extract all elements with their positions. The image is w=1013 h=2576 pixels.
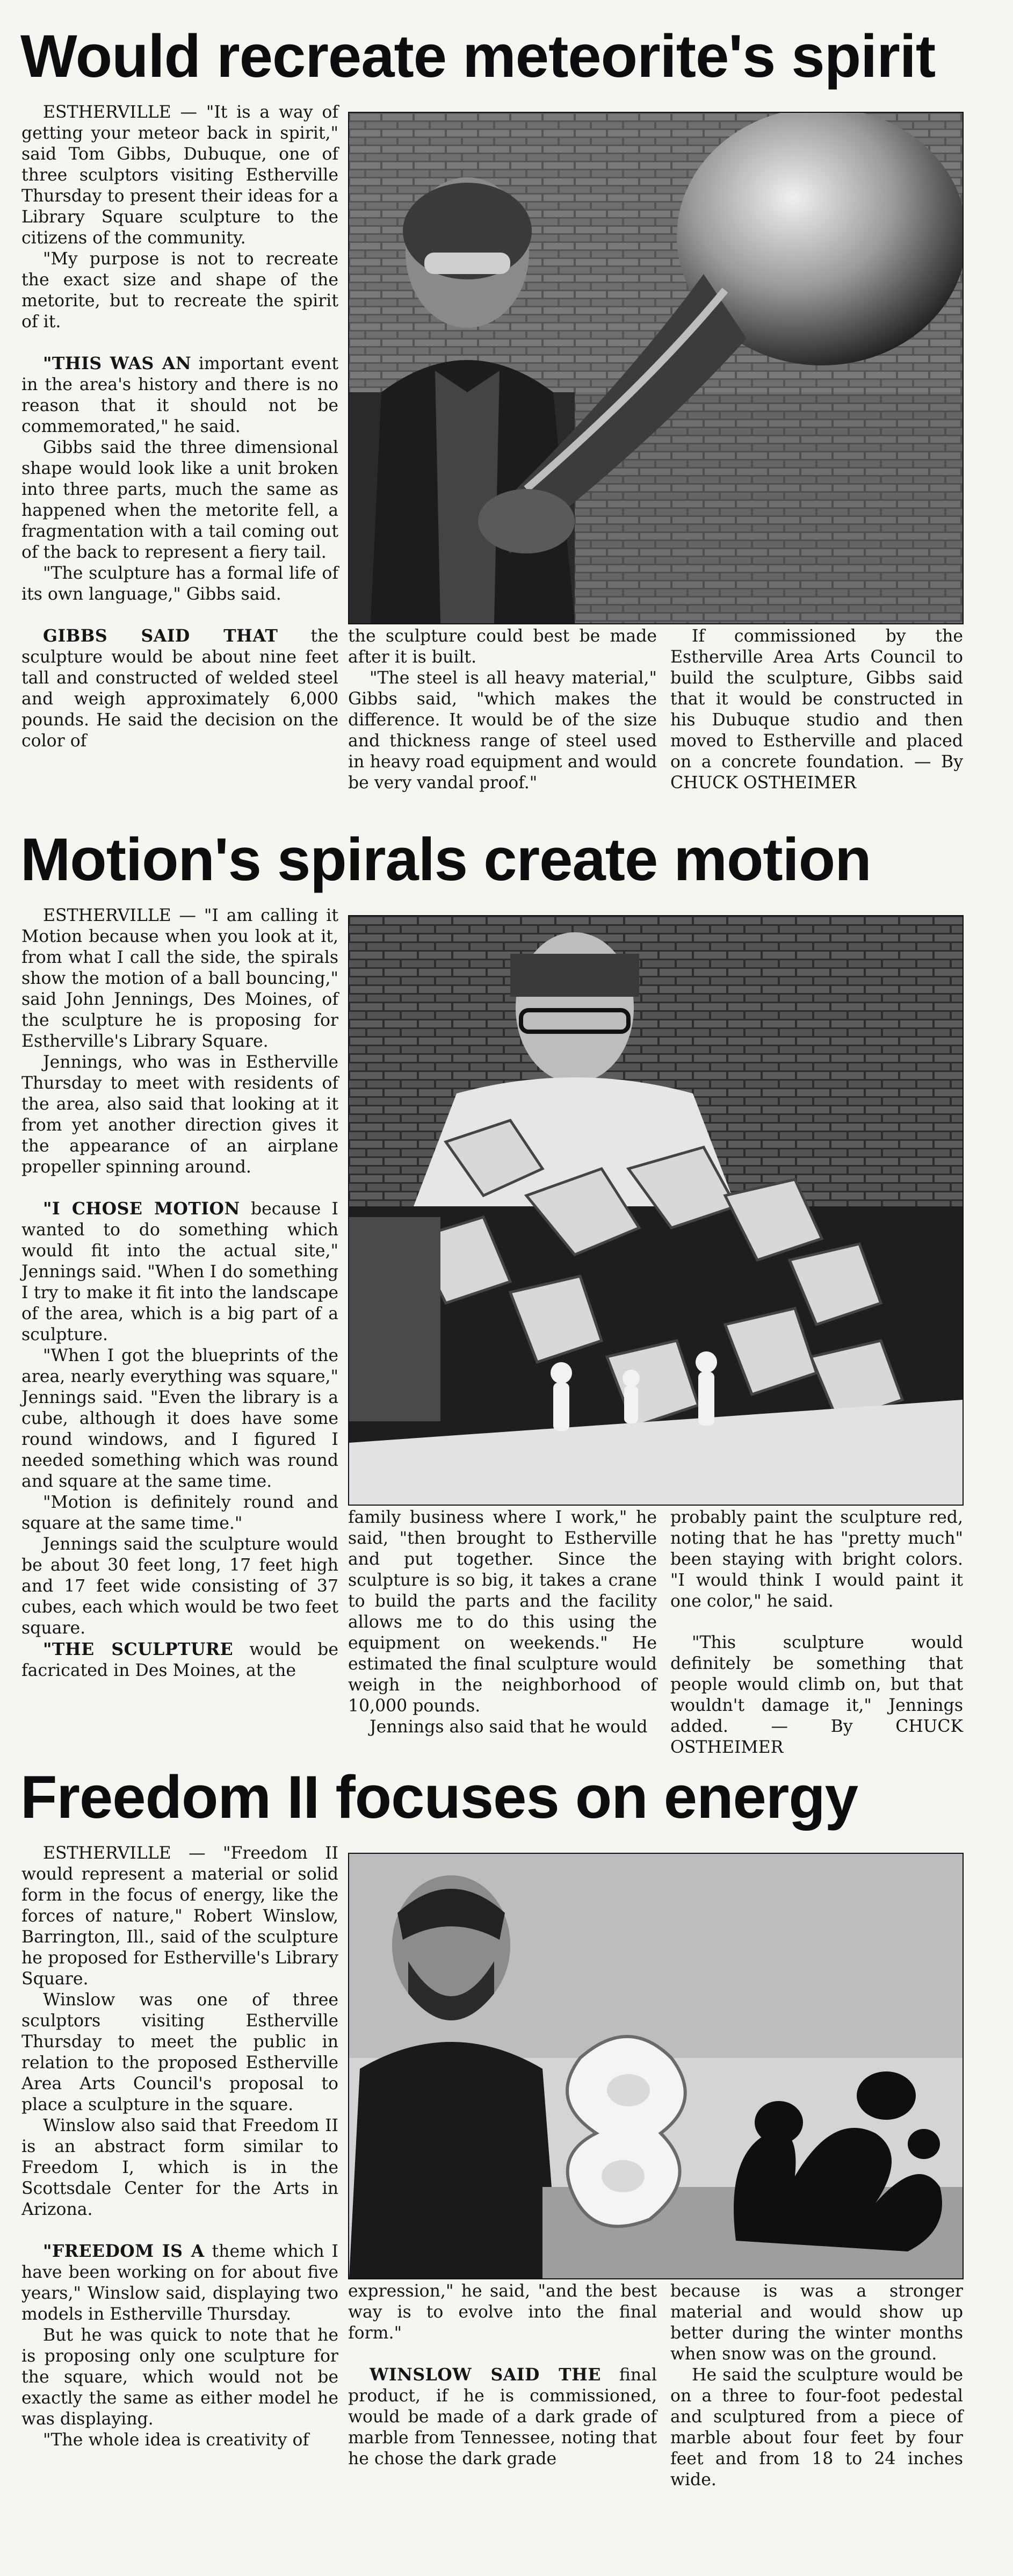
headline: Would recreate meteorite's spirit: [20, 23, 936, 90]
article-column-2: [348, 626, 657, 794]
article-column-2: [348, 1507, 657, 1738]
article-column-1: [21, 905, 338, 1681]
paragraph: Winslow also said that Freedom II is an abstract form similar to Freedom I, which is in the Scottsdale Center for the Arts in Arizona.: [21, 2116, 338, 2219]
paragraph: ESTHERVILLE — "Freedom II would represent a material or solid form in the focus of energy, like the forces of nature," Robert Winslow, Barrington, Ill., said of the sculpture he proposed for Estherville's Library Square.: [21, 1844, 338, 1989]
paragraph: "Motion is definitely round and square at the same time.": [21, 1493, 338, 1533]
headline: Motion's spirals create motion: [20, 826, 871, 893]
paragraph: "THIS WAS AN important event in the area's history and there is no reason that it should not be commemorated," he said.: [21, 354, 338, 436]
sculptor-with-two-models-photo: [348, 1853, 964, 2279]
paragraph: Winslow was one of three sculptors visiting Estherville Thursday to meet the public in relation to the proposed Estherville Area Arts Council's proposal to place a sculpture in the square.: [21, 1990, 338, 2114]
paragraph: But he was quick to note that he is proposing only one sculpture for the square, which would not be exactly the same as either model he was displaying.: [21, 2326, 338, 2429]
paragraph: "THE SCULPTURE would be facricated in Des Moines, at the: [21, 1639, 338, 1680]
paragraph: He said the sculpture would be on a three to four-foot pedestal and sculptured from a piece of marble about four feet by four feet and from 18 to 24 inches wide.: [670, 2365, 963, 2489]
paragraph: probably paint the sculpture red, noting that he has "pretty much" been staying with bright colors. "I would think I would paint it one color," he said.: [670, 1508, 963, 1611]
paragraph: ESTHERVILLE — "It is a way of getting your meteor back in spirit," said Tom Gibbs, Dubuque, one of three sculptors visiting Estherville Thursday to present their ideas for a Library Square sculpture to the citizens of the community.: [21, 103, 338, 248]
paragraph: because is was a stronger material and would show up better during the winter months when snow was on the ground.: [670, 2282, 963, 2364]
paragraph: If commissioned by the Estherville Area Arts Council to build the sculpture, Gibbs said that it would be constructed in his Dubuque studio and then moved to Estherville and placed on a concrete foundation. — By CHUCK OSTHEIMER: [670, 627, 963, 793]
paragraph: WINSLOW SAID THE final product, if he is commissioned, would be made of a dark grade of marble from Tennessee, noting that he chose the dark grade: [348, 2365, 657, 2469]
article-column-1: [21, 102, 338, 752]
article-column-3: [670, 1507, 963, 1758]
paragraph: "FREEDOM IS A theme which I have been working on for about five years," Winslow said, displaying two models in Estherville Thursday.: [21, 2241, 338, 2324]
paragraph: GIBBS SAID THAT the sculpture would be about nine feet tall and constructed of welded steel and weigh approximately 6,000 pounds. He said the decision on the color of: [21, 626, 338, 751]
article-column-1: [21, 1843, 338, 2451]
sculptor-with-spiral-model-photo: [348, 915, 964, 1506]
paragraph: "This sculpture would definitely be something that people would climb on, but that wouldn't damage it," Jennings added. — By CHUCK OSTHEIMER: [670, 1633, 963, 1757]
paragraph: expression," he said, "and the best way is to evolve into the final form.": [348, 2282, 657, 2343]
paragraph: the sculpture could best be made after it is built.: [348, 627, 657, 667]
paragraph: Jennings also said that he would: [370, 1717, 648, 1737]
paragraph: family business where I work," he said, "then brought to Estherville and put together. Since the sculpture is so big, it takes a crane to build the parts and the facility allows me to do this using the equipment on weekends." He estimated the final sculpture would weigh in the neighborhood of 10,000 pounds.: [348, 1508, 657, 1716]
paragraph: "The steel is all heavy material," Gibbs said, "which makes the difference. It would be of the size and thickness range of steel used in heavy road equipment and would be very vandal proof.": [348, 668, 657, 793]
paragraph: "The whole idea is creativity of: [43, 2430, 309, 2450]
paragraph: Jennings said the sculpture would be about 30 feet long, 17 feet high and 17 feet wide consisting of 37 cubes, each which would be two feet square.: [21, 1535, 338, 1638]
paragraph: "I CHOSE MOTION because I wanted to do something which would fit into the actual site," Jennings said. "When I do something I try to make it fit into the landscape of the area, which is a big part of a sculpture.: [21, 1199, 338, 1344]
article-column-3: [670, 626, 963, 794]
article-column-2: [348, 2281, 657, 2470]
sculptor-with-meteorite-sculpture-photo: [348, 112, 964, 624]
paragraph: ESTHERVILLE — "I am calling it Motion because when you look at it, from what I call the side, the spirals show the motion of a ball bouncing," said John Jennings, Des Moines, of the sculpture he is proposing for Estherville's Library Square.: [21, 906, 338, 1051]
paragraph: "My purpose is not to recreate the exact size and shape of the metorite, but to recreate the spirit of it.: [21, 249, 338, 332]
paragraph: Gibbs said the three dimensional shape would look like a unit broken into three parts, much the same as happened when the metorite fell, a fragmentation with a tail coming out of the back to represent a fiery tail.: [21, 438, 338, 562]
paragraph: Jennings, who was in Estherville Thursday to meet with residents of the area, also said that looking at it from yet another direction gives it the appearance of an airplane propeller spinning around.: [21, 1053, 338, 1177]
paragraph: "When I got the blueprints of the area, nearly everything was square," Jennings said. "Even the library is a cube, although it does have some round windows, and I figured I needed something which was round and square at the same time.: [21, 1346, 338, 1491]
headline: Freedom II focuses on energy: [20, 1764, 858, 1831]
paragraph: "The sculpture has a formal life of its own language," Gibbs said.: [21, 564, 338, 604]
article-column-3: [670, 2281, 963, 2491]
